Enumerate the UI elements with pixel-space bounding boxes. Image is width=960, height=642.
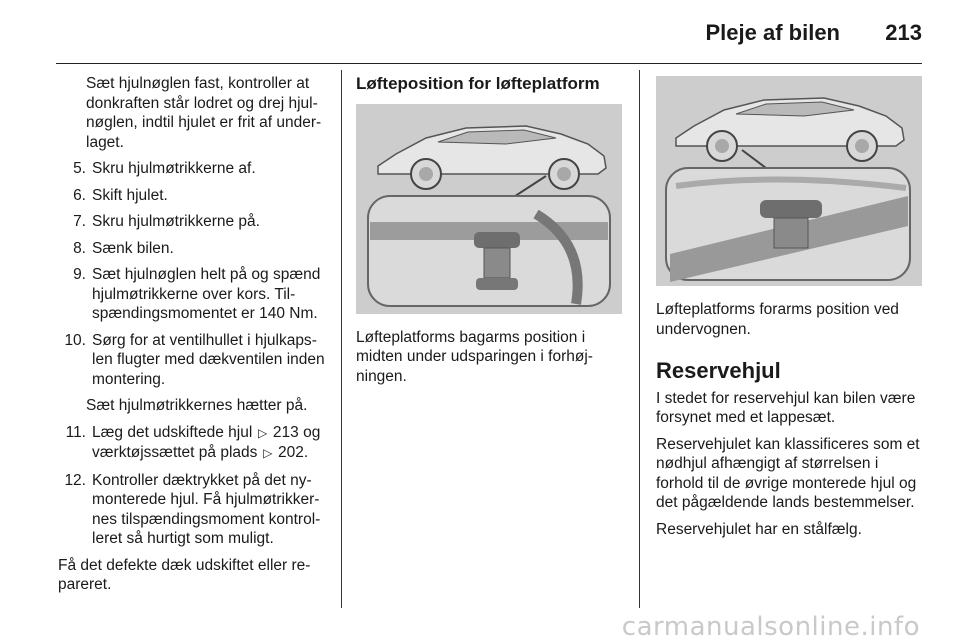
header-title: Pleje af bilen [705,20,840,45]
closing-paragraph: Få det defekte dæk udskiftet eller repareret. [58,556,311,593]
step-text: Sæt hjulnøglen helt på og spænd hjulmøtrikkerne over kors. Tilspændingsmomentet er 140 Nm. [92,266,321,322]
step-item [58,331,326,390]
step-number: 8. [73,239,86,257]
step-number: 12. [64,471,86,489]
column-1 [58,74,326,602]
step-number: 7. [73,213,86,230]
step-item [58,265,326,324]
illustration-caption: Løfteplatforms bagarms position i midten under udsparingen i forhøjningen. [356,328,593,385]
step-text [92,423,326,464]
header-divider [56,63,922,64]
step-number: 6. [73,186,86,204]
step-text: Skift hjulet. [92,186,168,204]
page-number: 213 [885,20,922,45]
step-number: 9. [73,266,86,283]
step-text: Skru hjulmøtrikkerne på. [92,213,260,230]
page-header [0,0,960,64]
lead-paragraph: Sæt hjulnøglen fast, kontroller at donkraften står lodret og drej hjulnøglen, indtil hjulet er frit af underlaget. [86,75,322,151]
step-text-part: og værktøjssættet på plads [92,423,321,461]
front-lift-point-illustration [656,76,922,286]
column-divider-1 [341,70,342,608]
step-note: Sæt hjulmøtrikkernes hætter på. [86,397,308,414]
body-paragraph: Reservehjulet har en stålfælg. [656,520,862,538]
step-item [58,186,326,206]
arrow-right-icon: ▷ [257,425,268,440]
section-title: Reservehjul [656,358,781,383]
arrow-right-icon: ▷ [263,446,273,460]
step-item [58,423,326,464]
step-number: 5. [73,160,86,177]
step-number: 10. [64,331,86,349]
step-text: Skru hjulmøtrikkerne af. [92,160,256,177]
step-item [58,159,326,179]
step-item [58,471,326,549]
column-3 [656,74,924,546]
section-subheading: Løfteposition for løfteplatform [356,74,600,93]
column-divider-2 [639,70,640,608]
illustration-caption: Løfteplatforms forarms position ved undervognen. [656,301,899,338]
step-text: Sænk bilen. [92,239,174,257]
watermark: carmanualsonline.info [621,612,920,642]
column-2 [356,74,624,386]
step-item [58,239,326,259]
body-paragraph: Reservehjulet kan klassificeres som et nødhjul afhængigt af størrelsen i forhold til de øvrige monterede hjul og det pågældende lands bestemmelser. [656,435,920,511]
step-text: Kontroller dæktrykket på det nymonterede hjul. Få hjulmøtrikkernes tilspændingsmoment kontrolleret så hurtigt som muligt. [92,471,321,547]
step-number: 11. [65,423,86,441]
step-item [58,212,326,232]
page-reference[interactable]: 213 [272,423,299,441]
step-text-part: Læg det udskiftede hjul [92,423,253,441]
body-paragraph: I stedet for reservehjul kan bilen være forsynet med et lappesæt. [656,389,916,426]
rear-lift-point-illustration [356,104,622,314]
page-reference[interactable]: 202. [278,444,309,461]
step-text: Sørg for at ventilhullet i hjulkapslen flugter med dækventilen inden montering. [92,331,325,388]
